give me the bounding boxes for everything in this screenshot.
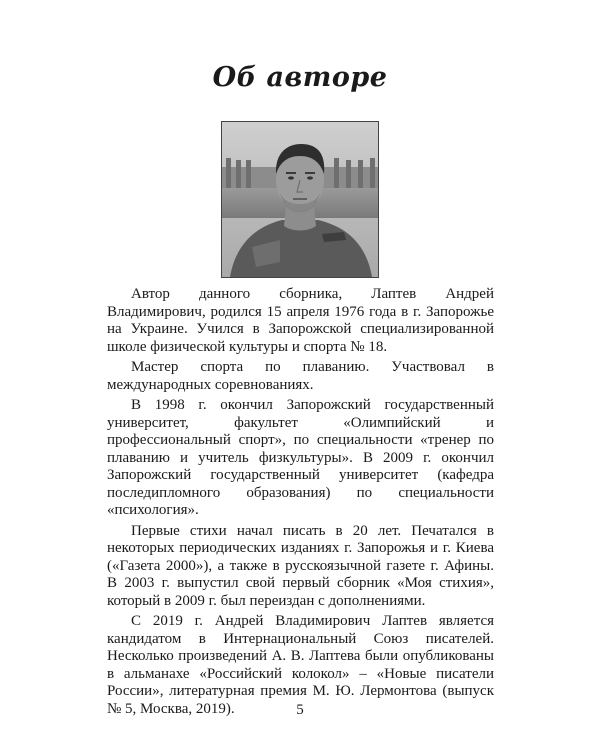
bio-paragraph: Автор данного сборника, Лаптев Андрей Владимирович, родился 15 апреля 1976 года в г. Запорожье на Украине. Учился в Запорожской специализированной школе физической культуры и спорта № 18. (107, 286, 494, 355)
author-biography (107, 286, 494, 721)
author-photo (221, 121, 379, 278)
bio-paragraph: Первые стихи начал писать в 20 лет. Печатался в некоторых периодических изданиях г. Запорожья и г. Киева («Газета 2000»), а также в русскоязычной газете г. Афины. В 2003 г. выпустил свой первый сборник «Моя стихия», который в 2009 г. был переиздан с дополнениями. (107, 522, 494, 609)
page-title: Об авторе (212, 62, 388, 93)
bio-paragraph: В 1998 г. окончил Запорожский государственный университет, факультет «Олимпийский и профессиональный спорт», по специальности «тренер по плаванию и учитель физкультуры». В 2009 г. окончил Запорожский государственный университет (кафедра последипломного образования) по специальности «психология». (107, 397, 494, 518)
page-number: 5 (296, 702, 304, 718)
bio-paragraph: Мастер спорта по плаванию. Участвовал в международных соревнованиях. (107, 359, 494, 393)
author-portrait-photo-icon (222, 122, 378, 277)
bio-paragraph: С 2019 г. Андрей Владимирович Лаптев является кандидатом в Интернациональный Союз писателей. Несколько произведений А. В. Лаптева были опубликованы в альманахе «Российский колокол» – «Новые писатели России», литературная премия М. Ю. Лермонтова (выпуск № 5, Москва, 2019). (107, 613, 494, 717)
